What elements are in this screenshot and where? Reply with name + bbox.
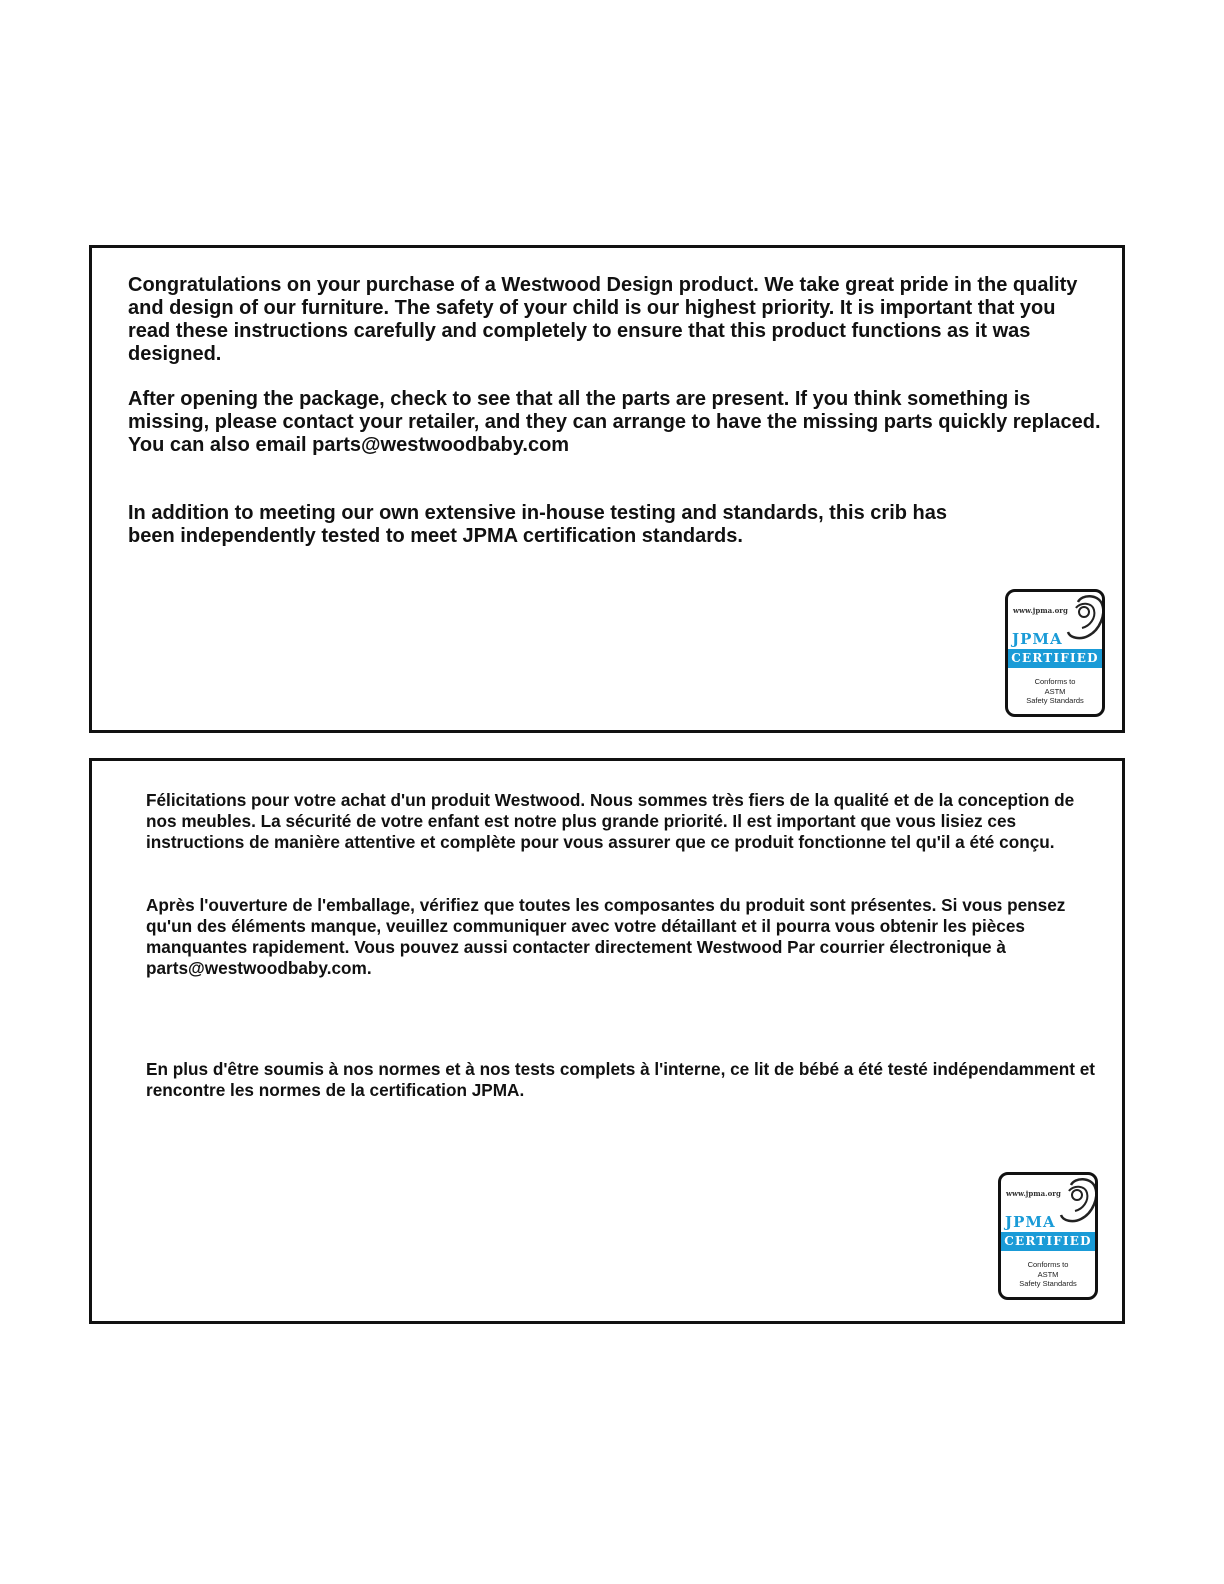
badge-line-1: Conforms to — [1034, 677, 1076, 686]
english-parts-paragraph: After opening the package, check to see that all the parts are present. If you think something is missing, please contact your retailer, and they can arrange to have the missing parts quickly replaced. You can also email parts@westwoodbaby.com — [128, 388, 1101, 456]
english-certification-paragraph: In addition to meeting our own extensive in-house testing and standards, this crib has been independently tested to meet JPMA certification standards. — [128, 502, 947, 547]
badge-url: www.jpma.org — [1013, 606, 1068, 615]
french-instructions-panel — [89, 758, 1125, 1324]
badge-fine-print — [1001, 1260, 1095, 1289]
badge-line-2: ASTM — [1037, 1269, 1059, 1279]
badge-line-2: ASTM — [1044, 686, 1066, 696]
french-certification-paragraph: En plus d'être soumis à nos normes et à nos tests complets à l'interne, ce lit de bébé a été testé indépendamment et rencontre les normes de la certification JPMA. — [146, 1059, 1095, 1100]
badge-url: www.jpma.org — [1006, 1189, 1061, 1198]
badge-line-3: Safety Standards — [1019, 1279, 1077, 1288]
badge-fine-print — [1008, 677, 1102, 706]
french-intro-paragraph: Félicitations pour votre achat d'un produit Westwood. Nous sommes très fiers de la qualité et de la conception de nos meubles. La sécurité de votre enfant est notre plus grande priorité. Il est important que vous lisiez ces instructions de manière attentive et complète pour vous assurer que ce produit fonctionne tel qu'il a été conçu. — [146, 790, 1075, 852]
badge-line-1: Conforms to — [1027, 1260, 1069, 1269]
french-parts-paragraph: Après l'ouverture de l'emballage, vérifiez que toutes les composantes du produit sont présentes. Si vous pensez qu'un des éléments manque, veuillez communiquer avec votre détaillant et il pourra vous obtenir les pièces manquantes rapidement. Vous pouvez aussi contacter directement Westwood Par courrier électronique à parts@westwoodbaby.com. — [146, 895, 1066, 978]
english-instructions-panel — [89, 245, 1125, 733]
badge-certified-band: CERTIFIED — [1001, 1232, 1095, 1251]
badge-jpma-label: JPMA — [1012, 630, 1063, 648]
badge-line-3: Safety Standards — [1026, 696, 1084, 705]
badge-certified-band: CERTIFIED — [1008, 649, 1102, 668]
jpma-certified-badge — [998, 1172, 1098, 1300]
jpma-certified-badge — [1005, 589, 1105, 717]
badge-jpma-label: JPMA — [1005, 1213, 1056, 1231]
english-intro-paragraph: Congratulations on your purchase of a Westwood Design product. We take great pride in the quality and design of our furniture. The safety of your child is our highest priority. It is important that you read these instructions carefully and completely to ensure that this product functions as it was designed. — [128, 274, 1078, 365]
